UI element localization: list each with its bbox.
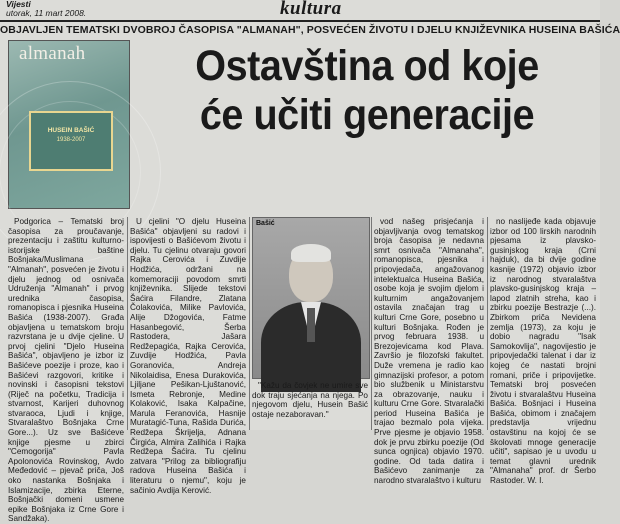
- column-divider: [371, 217, 372, 430]
- text-column-5: [490, 217, 596, 486]
- cover-inset: [29, 111, 113, 171]
- column-5-text: no naslijeđe kada objavuje izbor od 100 lirskih narodnih pjesama iz plavsko-gusinjskog kraja (Crni hajduk), da bi dvije godine kasnije (1972) objavio izbor iz narodnog stvaralaštva plavsko-gusinjskog kraja – lapod zlatnih streha, kao i zbirku poezije Bestrazje (...). Zbirkom priča Nevidena zemlja (1973), za koju je dobio nagradu "Isak Samokovlija", nagovijestio je pripovjedački talenat i dar iz kojeg će nastati brojni romani, priče i pripovijetke. Tematski broj posvećen životu i stvaralaštvu Huseina Bašića. Bošnjaci i Huseina Bašića, obimom i značajem predstavlja vrijednu ostavštinu na kojoj će se školovati mnoge generacije učiti", sapisao je u uvodu u temat glavni urednik "Almanaha" prof. dr Šerbo Rastoder. W. I.: [490, 217, 596, 486]
- photo-tie: [307, 308, 315, 342]
- text-column-3: [252, 217, 368, 430]
- article-headline: [156, 42, 577, 140]
- column-divider: [249, 217, 250, 430]
- article-kicker: OBJAVLJEN TEMATSKI DVOBROJ ČASOPISA "ALMANAH", POSVEĆEN ŽIVOTU I DJELU KNJIŽEVNIKA HUSEINA BAŠIĆA: [0, 24, 620, 36]
- column-4-text: vod našeg prisjećanja i objavljivanja ovog tematskog broja časopisa je nedavna smrt osnivača "Almanaha", romanopisca, pjesnika i pripovjedača, angažovanog intelektualca Huseina Bašića, osobe koja je svojim djelom i kulturnim angažovanjem ostavila značajan trag u kulturi Crne Gore, posebno u kulturi Bošnjaka. Rođen je prvog februara 1938. u Brezojevicama kod Plava. Završio je filozofski fakultet. Duže vremena je radio kao gimnazijski profesor, a potom bio službenik u Ministarstvu za obrazovanje, nauku i kulturu Crne Gore. Stvaralački period Huseina Bašića je trajao bezmalo pola vijeka. Prve pjesme je objavio 1958. dok je prvu zbirku poezije (Od sunca ognjica) objavio 1970. godine. Od tada datira i Bašićevo zanimanje za narodno stvaralaštvo i kulturu: [374, 217, 484, 486]
- cover-author: HUSEIN BAŠIĆ: [47, 127, 95, 134]
- issue-date: utorak, 11 mart 2008.: [6, 8, 87, 18]
- column-1-text: Podgorica – Tematski broj časopisa za proučavanje, prezentaciju i zaštitu kulturno-istorijske baštine Bošnjaka/Muslimana "Almanah", posvećen je životu i djelu jednog od osnivača Udruženja "Almanah" i prvog urednika časopisa, romanopisca i pjesnika Huseina Bašića (1938-2007). Građa objavljena u tematskom broju razvrstana je u dvije cjeline. U prvoj cjelini "Djelo Huseina Bašića", objavljeno je izbor iz Bašićeve poezije i proze, kao i Bašićevi razgovori, kritike i novinski i časopisni tekstovi (Riječ na početku, Tradicija i stvarnost, Karijeri duhovnog stvaraoca, Ljudi i knjige, Stvaralaštvo Bošnjaka Crne Gore...). Uz sve Bašićeve knjige pjesme u zbirci "Cemogorija" Pavla Apolonovića Rovinskog, Avdo Međedović – pjevač priča, Još oko nastanka Bošnjaka i Islamizacije, zbirka Eterne, Bošnjački domeni usmene epike Bošnjaka iz Crne Gore i Sandžaka).: [8, 217, 124, 524]
- text-column-1: [8, 217, 124, 524]
- headline-line-1: Ostavština od koje: [195, 42, 539, 90]
- pull-quote: [252, 381, 368, 419]
- photo-hair: [291, 244, 331, 262]
- column-3-text: "Kažu da čovjek ne umire sve dok traju sjećanja na njega. Po njegovom djelu, Husein Bašić ostaje nezaboravan.": [252, 381, 368, 419]
- newspaper-name: Vijesti: [6, 0, 31, 9]
- cover-years: 1938-2007: [56, 137, 86, 143]
- column-divider: [487, 217, 488, 430]
- headline-line-2: će učiti generacije: [199, 91, 535, 139]
- section-title: kultura: [272, 0, 350, 20]
- author-photo: [252, 217, 370, 379]
- article-body: [8, 217, 596, 524]
- column-2-text: U cjelini "O djelu Huseina Bašića" objavljeni su radovi i ispovijesti o Bašićevom životu i djelu. Tu cjelinu otvaraju govori Rajka Cerovića i Zuvdije Hodžića, održani na komemoraciji povodom smrti književnika. Slijede tekstovi Šaćira Filandre, Zlatana Čolakovića, Milike Pavlovića, Alije Džogovića, Fatme Hasanbegović, Šerba Rastodera, Jašara Redžepagića, Rajka Cerovića, Zuvdije Hodžića, Pavla Goranovića, Andreja Nikolaidisa, Enesa Durakovića, Ljiljane Pešikan-Ljuštanović, Ismeta Rebronje, Medine Kolaković, Isaka Kalpačine, Marula Feranovića, Hasnije Muratagić-Tuna, Rašida Durića, Redžepa Škrijelja, Adnana Čirgića, Almira Zalihića i Rajka Redžepa Šaćira. Tu cjelinu zatvara "Prilog za bibliografiju radova Huseina Bašića i literaturu o njemu", koju je sačinio Avdija Kerović.: [130, 217, 246, 495]
- text-column-4: [374, 217, 484, 486]
- almanah-cover-image: [8, 40, 130, 209]
- cover-title: almanah: [19, 43, 86, 64]
- text-column-2: [130, 217, 246, 495]
- column-divider: [127, 217, 128, 430]
- masthead: [0, 0, 600, 22]
- photo-caption: Bašić: [256, 220, 275, 227]
